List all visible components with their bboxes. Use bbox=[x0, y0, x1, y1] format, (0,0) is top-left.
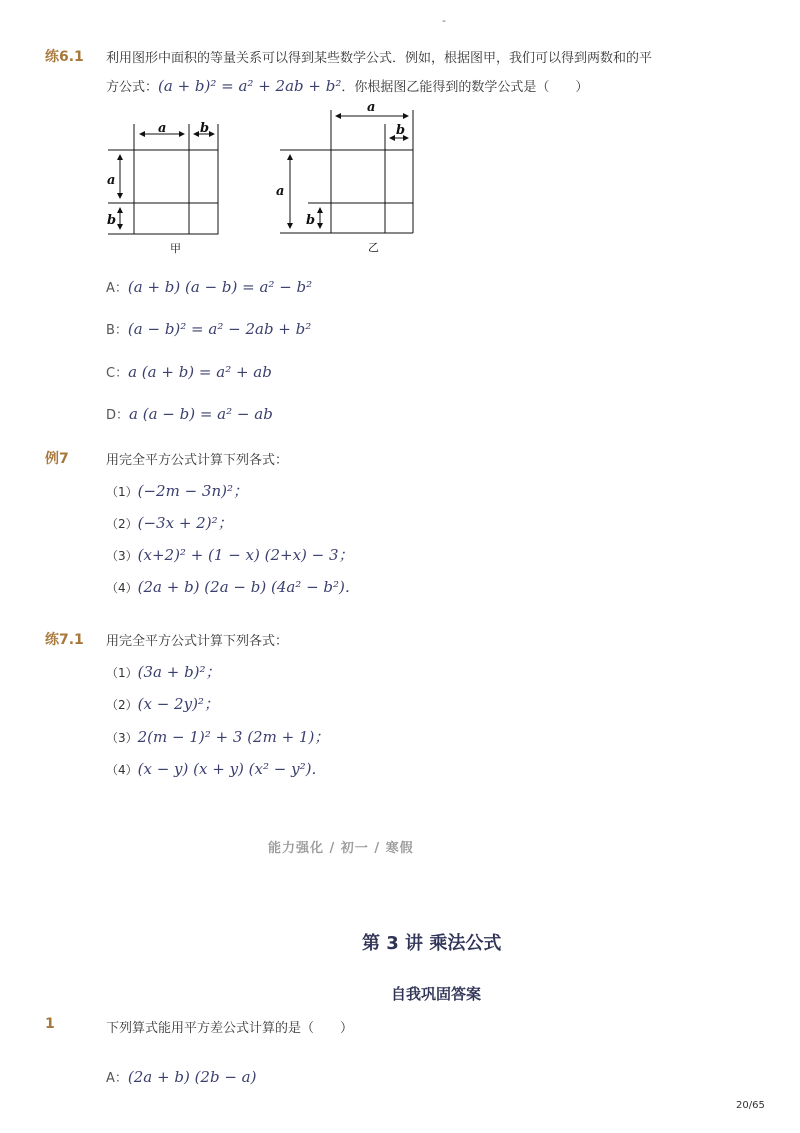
item-num: （3） bbox=[106, 549, 138, 563]
option-d-key: D： bbox=[106, 408, 130, 423]
item-expr: (3a + b)²； bbox=[137, 663, 221, 681]
yi-top-a: a bbox=[367, 100, 376, 115]
yi-caption: 乙 bbox=[368, 241, 379, 254]
question-1-option-a[interactable] bbox=[106, 1067, 256, 1086]
line2-suffix: ．你根据图乙能得到的数学公式是（ ） bbox=[341, 80, 589, 95]
section-subtitle: 自我巩固答案 bbox=[391, 985, 482, 1003]
jia-caption: 甲 bbox=[170, 242, 181, 255]
item-expr: (−3x + 2)²； bbox=[137, 514, 233, 532]
item-expr: (2a + b) (2a − b) (4a² − b²)． bbox=[137, 578, 360, 596]
yi-left-b: b bbox=[306, 213, 316, 228]
option-b-key: B： bbox=[106, 323, 128, 338]
item-num: （3） bbox=[106, 731, 138, 745]
example-7-label: 例7 bbox=[45, 451, 69, 467]
option-c[interactable] bbox=[106, 362, 272, 381]
item-expr: (x+2)² + (1 − x) (2+x) − 3； bbox=[137, 546, 354, 564]
question-1-prompt: 下列算式能用平方差公式计算的是（ ） bbox=[106, 1021, 354, 1036]
exercise-6-1-label: 练6.1 bbox=[45, 49, 84, 65]
example-7-item-3 bbox=[106, 544, 354, 565]
option-a[interactable] bbox=[106, 277, 312, 296]
option-c-key: C： bbox=[106, 366, 129, 381]
jia-left-a: a bbox=[107, 173, 116, 188]
exercise-6-1-line2 bbox=[106, 76, 588, 95]
option-a-expr: (a + b) (a − b) = a² − b² bbox=[127, 278, 313, 296]
option-b[interactable] bbox=[106, 319, 311, 338]
example-7-item-2 bbox=[106, 512, 233, 533]
option-d-expr: a (a − b) = a² − ab bbox=[129, 405, 273, 423]
item-num: （4） bbox=[106, 763, 138, 777]
item-num: （1） bbox=[106, 666, 138, 680]
figure-yi bbox=[270, 98, 420, 256]
example-7-item-1 bbox=[106, 480, 248, 501]
figure-jia bbox=[100, 118, 230, 258]
jia-top-b: b bbox=[200, 121, 210, 136]
exercise-7-1-item-1 bbox=[106, 661, 221, 682]
exercise-7-1-item-2 bbox=[106, 693, 219, 714]
item-num: （4） bbox=[106, 581, 138, 595]
option-d[interactable] bbox=[106, 404, 273, 423]
page-number: 20/65 bbox=[736, 1100, 765, 1111]
q1-option-a-key: A： bbox=[106, 1071, 128, 1086]
example-7-prompt: 用完全平方公式计算下列各式： bbox=[106, 453, 289, 468]
exercise-7-1-label: 练7.1 bbox=[45, 632, 84, 648]
exercise-7-1-item-3 bbox=[106, 726, 329, 747]
yi-top-b: b bbox=[396, 123, 406, 138]
example-7-item-4 bbox=[106, 576, 360, 597]
option-a-key: A： bbox=[106, 281, 128, 296]
question-1-label: 1 bbox=[45, 1016, 55, 1032]
item-expr: (x − y) (x + y) (x² − y²)． bbox=[137, 760, 327, 778]
top-mark: - bbox=[442, 14, 446, 27]
exercise-7-1-item-4 bbox=[106, 758, 326, 779]
item-expr: (x − 2y)²； bbox=[137, 695, 219, 713]
jia-left-b: b bbox=[107, 213, 117, 228]
square-sum-formula: (a + b)² = a² + 2ab + b² bbox=[158, 77, 342, 95]
page-footer-breadcrumb: 能力强化 / 初一 / 寒假 bbox=[268, 841, 414, 856]
item-expr: 2(m − 1)² + 3 (2m + 1)； bbox=[137, 728, 330, 746]
line2-prefix: 方公式： bbox=[106, 80, 159, 95]
item-num: （2） bbox=[106, 698, 138, 712]
exercise-6-1-line1: 利用图形中面积的等量关系可以得到某些数学公式．例如，根据图甲，我们可以得到两数和的平 bbox=[106, 51, 653, 66]
item-expr: (−2m − 3n)²； bbox=[137, 482, 249, 500]
jia-top-a: a bbox=[158, 121, 167, 136]
yi-left-a: a bbox=[276, 184, 285, 199]
exercise-7-1-prompt: 用完全平方公式计算下列各式： bbox=[106, 634, 289, 649]
section-title: 第 3 讲 乘法公式 bbox=[362, 933, 502, 954]
item-num: （1） bbox=[106, 485, 138, 499]
item-num: （2） bbox=[106, 517, 138, 531]
option-b-expr: (a − b)² = a² − 2ab + b² bbox=[127, 320, 312, 338]
q1-option-a-expr: (2a + b) (2b − a) bbox=[127, 1068, 257, 1086]
option-c-expr: a (a + b) = a² + ab bbox=[128, 363, 272, 381]
